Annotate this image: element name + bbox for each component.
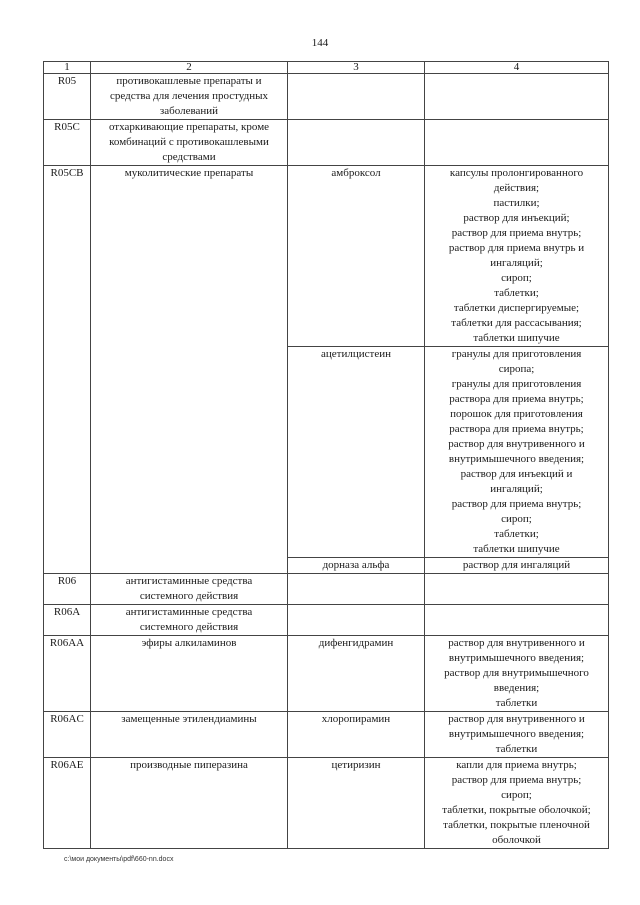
atc-code-cell: R06AA xyxy=(44,636,91,712)
table-row xyxy=(44,758,609,849)
drug-name-cell: ацетилцистеин xyxy=(288,347,425,558)
drug-name-cell: амброксол xyxy=(288,166,425,347)
group-line: эфиры алкиламинов xyxy=(141,637,237,649)
anatomical-group-cell xyxy=(91,636,288,712)
group-line: муколитические препараты xyxy=(124,167,254,179)
dosage-form-line: таблетки, покрытые пленочной xyxy=(443,819,590,831)
dosage-form-line: гранулы для приготовления xyxy=(451,348,582,360)
group-line: производные пиперазина xyxy=(130,759,248,771)
dosage-form-line: ингаляций; xyxy=(490,483,543,495)
dosage-form-line: сиропа; xyxy=(498,363,535,375)
dosage-form-line: раствора для приема внутрь; xyxy=(449,393,584,405)
group-line: заболеваний xyxy=(159,105,219,117)
dosage-forms-cell xyxy=(425,605,609,636)
group-line: средствами xyxy=(162,151,216,163)
drug-name-cell: дорназа альфа xyxy=(288,558,425,574)
dosage-form-line: ингаляций; xyxy=(490,257,543,269)
dosage-form-line: пастилки; xyxy=(493,197,540,209)
group-line: антигистаминные средства xyxy=(125,575,253,587)
table-row xyxy=(44,166,609,347)
dosage-forms-cell xyxy=(425,636,609,712)
dosage-forms-cell xyxy=(425,120,609,166)
dosage-form-line: сироп; xyxy=(501,789,532,801)
atc-code-cell: R06AC xyxy=(44,712,91,758)
dosage-form-line: раствор для инъекций; xyxy=(463,212,570,224)
column-header: 2 xyxy=(91,62,288,74)
group-line: замещенные этилендиамины xyxy=(121,713,257,725)
dosage-form-line: раствор для приема внутрь и xyxy=(448,242,585,254)
group-line: системного действия xyxy=(139,621,239,633)
dosage-form-line: введения; xyxy=(493,682,540,694)
group-line: антигистаминные средства xyxy=(125,606,253,618)
anatomical-group-cell xyxy=(91,574,288,605)
column-header: 4 xyxy=(425,62,609,74)
group-line: системного действия xyxy=(139,590,239,602)
dosage-form-line: таблетки диспергируемые; xyxy=(453,302,580,314)
page-number: 144 xyxy=(311,37,329,49)
dosage-forms-cell xyxy=(425,758,609,849)
dosage-form-line: раствор для приема внутрь; xyxy=(451,774,582,786)
dosage-forms-cell xyxy=(425,166,609,347)
anatomical-group-cell xyxy=(91,605,288,636)
anatomical-group-cell xyxy=(91,74,288,120)
anatomical-group-cell xyxy=(91,758,288,849)
dosage-form-line: таблетки xyxy=(495,743,538,755)
atc-code-cell: R06A xyxy=(44,605,91,636)
dosage-form-line: внутримышечного введения; xyxy=(448,652,585,664)
dosage-form-line: таблетки; xyxy=(494,528,539,540)
atc-code-cell: R05 xyxy=(44,74,91,120)
dosage-form-line: таблетки для рассасывания; xyxy=(451,317,582,329)
anatomical-group-cell xyxy=(91,120,288,166)
dosage-forms-cell xyxy=(425,574,609,605)
dosage-form-line: раствор для приема внутрь; xyxy=(451,227,582,239)
atc-code-cell: R06AE xyxy=(44,758,91,849)
drug-name-cell: цетиризин xyxy=(288,758,425,849)
dosage-form-line: капсулы пролонгированного xyxy=(449,167,584,179)
column-header: 1 xyxy=(44,62,91,74)
group-line: комбинаций с противокашлевыми xyxy=(109,136,269,148)
dosage-form-line: таблетки; xyxy=(494,287,539,299)
anatomical-group-cell xyxy=(91,712,288,758)
table-row xyxy=(44,605,609,636)
group-line: отхаркивающие препараты, кроме xyxy=(108,121,270,133)
table-row xyxy=(44,574,609,605)
dosage-form-line: раствора для приема внутрь; xyxy=(449,423,584,435)
dosage-forms-cell xyxy=(425,558,609,574)
dosage-form-line: внутримышечного введения; xyxy=(448,453,585,465)
dosage-form-line: раствор для приема внутрь; xyxy=(451,498,582,510)
dosage-forms-cell xyxy=(425,347,609,558)
drug-name-cell: дифенгидрамин xyxy=(288,636,425,712)
table-body xyxy=(44,62,609,849)
atc-code-cell: R06 xyxy=(44,574,91,605)
dosage-forms-cell xyxy=(425,74,609,120)
table-row xyxy=(44,74,609,120)
dosage-form-line: сироп; xyxy=(501,513,532,525)
drug-name-cell xyxy=(288,74,425,120)
group-line: средства для лечения простудных xyxy=(110,90,268,102)
drug-table xyxy=(43,61,609,849)
drug-name-cell xyxy=(288,605,425,636)
drug-name-cell xyxy=(288,120,425,166)
table-header-row xyxy=(44,62,609,74)
column-header: 3 xyxy=(288,62,425,74)
drug-name-cell xyxy=(288,574,425,605)
table-row xyxy=(44,636,609,712)
dosage-form-line: действия; xyxy=(493,182,540,194)
dosage-form-line: раствор для внутривенного и xyxy=(448,438,585,450)
dosage-form-line: капли для приема внутрь; xyxy=(456,759,577,771)
dosage-form-line: раствор для внутримышечного xyxy=(444,667,589,679)
dosage-form-line: сироп; xyxy=(501,272,532,284)
dosage-form-line: оболочкой xyxy=(492,834,541,846)
dosage-form-line: порошок для приготовления xyxy=(450,408,583,420)
group-line: противокашлевые препараты и xyxy=(116,75,262,87)
dosage-form-line: таблетки шипучие xyxy=(473,332,560,344)
dosage-form-line: внутримышечного введения; xyxy=(448,728,585,740)
atc-code-cell: R05C xyxy=(44,120,91,166)
dosage-form-line: таблетки xyxy=(495,697,538,709)
table-row xyxy=(44,120,609,166)
dosage-form-line: раствор для инъекций и xyxy=(460,468,573,480)
dosage-form-line: гранулы для приготовления xyxy=(451,378,582,390)
file-path-footer: c:\мои документы\pdf\660-nn.docx xyxy=(64,856,174,863)
dosage-form-line: раствор для внутривенного и xyxy=(448,637,585,649)
dosage-forms-cell xyxy=(425,712,609,758)
atc-code-cell: R05CB xyxy=(44,166,91,574)
drug-name-cell: хлоропирамин xyxy=(288,712,425,758)
dosage-form-line: таблетки, покрытые оболочкой; xyxy=(442,804,591,816)
dosage-form-line: раствор для ингаляций xyxy=(462,559,571,571)
dosage-form-line: раствор для внутривенного и xyxy=(448,713,585,725)
table-row xyxy=(44,712,609,758)
anatomical-group-cell xyxy=(91,166,288,574)
dosage-form-line: таблетки шипучие xyxy=(473,543,560,555)
